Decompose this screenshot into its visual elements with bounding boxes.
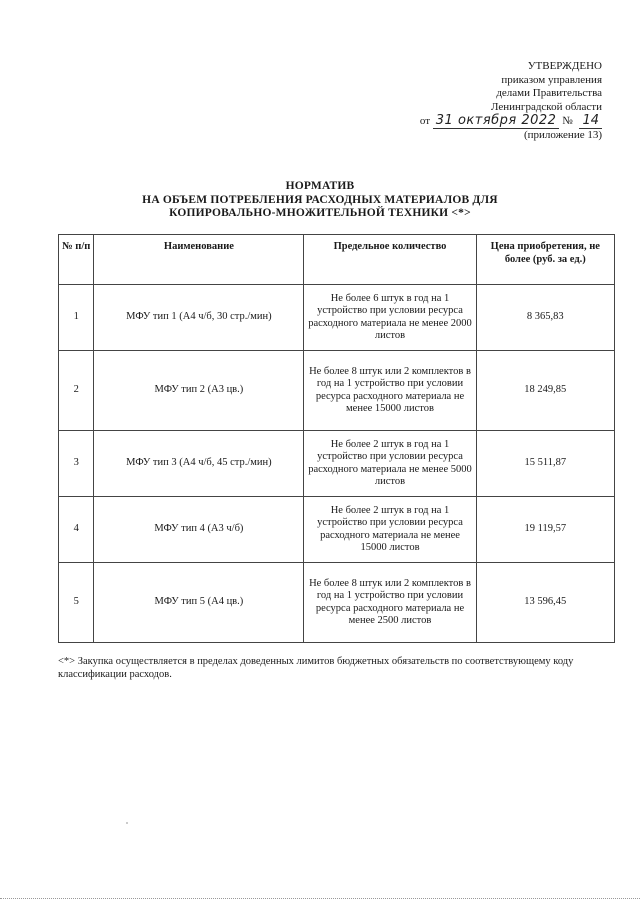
header-num: № п/п [59,235,94,285]
page-bottom-edge [0,898,640,899]
row-num: 4 [59,497,94,563]
footnote: <*> Закупка осуществляется в пределах доведенных лимитов бюджетных обязательств по соответствующему коду классификации расходов. [58,656,574,680]
row-num: 5 [59,563,94,643]
title-line-2: НА ОБЪЕМ ПОТРЕБЛЕНИЯ РАСХОДНЫХ МАТЕРИАЛОВ ДЛЯ [142,193,498,206]
document-title [0,180,640,221]
row-name: МФУ тип 5 (А4 цв.) [94,563,304,643]
row-limit: Не более 8 штук или 2 комплектов в год на 1 устройство при условии ресурса расходного материала не менее 2500 листов [304,563,476,643]
approval-from-label: от [419,115,431,127]
row-name: МФУ тип 4 (А3 ч/б) [94,497,304,563]
row-num: 1 [59,285,94,351]
header-name: Наименование [94,235,304,285]
table-header-row [59,235,615,285]
approval-line-order: приказом управления [501,73,602,86]
row-limit: Не более 2 штук в год на 1 устройство при условии ресурса расходного материала не менее 5000 листов [304,431,476,497]
row-price: 19 119,57 [476,497,614,563]
header-limit: Предельное количество [304,235,476,285]
row-num: 3 [59,431,94,497]
row-limit: Не более 8 штук или 2 комплектов в год на 1 устройство при условии ресурса расходного материала не менее 15000 листов [304,351,476,431]
row-num: 2 [59,351,94,431]
table-row [59,351,615,431]
table-row [59,285,615,351]
row-limit: Не более 6 штук в год на 1 устройство при условии ресурса расходного материала не менее 2000 листов [304,285,476,351]
scan-speck [126,822,128,824]
row-price: 15 511,87 [476,431,614,497]
row-price: 18 249,85 [476,351,614,431]
approval-number-label: № [562,115,573,127]
approval-number: 14 [579,114,602,129]
row-price: 13 596,45 [476,563,614,643]
row-price: 8 365,83 [476,285,614,351]
table-row [59,563,615,643]
row-name: МФУ тип 3 (А4 ч/б, 45 стр./мин) [94,431,304,497]
table-row [59,431,615,497]
row-name: МФУ тип 2 (А3 цв.) [94,351,304,431]
approval-date-line [342,114,602,129]
norms-table [58,234,615,643]
approval-line-department: делами Правительства [496,87,602,99]
approval-appendix: (приложение 13) [523,129,602,141]
header-price: Цена приобретения, не более (руб. за ед.) [476,235,614,285]
approval-block [342,60,602,143]
row-limit: Не более 2 штук в год на 1 устройство при условии ресурса расходного материала не менее 15000 листов [304,497,476,563]
approval-heading: УТВЕРЖДЕНО [527,60,602,72]
table-row [59,497,615,563]
title-line-1: НОРМАТИВ [285,180,355,192]
approval-date: 31 октября 2022 [433,114,560,129]
row-name: МФУ тип 1 (А4 ч/б, 30 стр./мин) [94,285,304,351]
title-line-3: КОПИРОВАЛЬНО-МНОЖИТЕЛЬНОЙ ТЕХНИКИ <*> [169,207,471,219]
approval-line-region: Ленинградской области [491,100,602,113]
